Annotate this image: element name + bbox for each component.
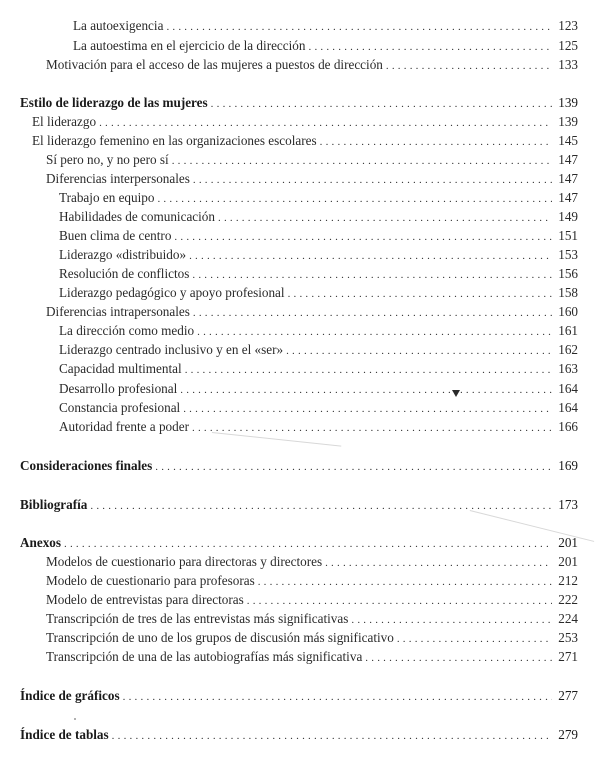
- toc-page-number: 149: [558, 209, 578, 224]
- toc-page-number: 133: [558, 57, 578, 72]
- toc-entry-constancia[interactable]: [59, 399, 578, 418]
- toc-page-number: 156: [558, 266, 578, 281]
- toc-entry-label: Trabajo en equipo: [59, 190, 155, 205]
- toc-page-number: 123: [558, 18, 578, 33]
- dot-leader: [123, 688, 552, 706]
- dot-leader: [157, 190, 552, 208]
- scan-artifact-dot: [74, 718, 76, 720]
- toc-entry-transc-grupos[interactable]: [46, 629, 578, 648]
- toc-entry-autoestima[interactable]: [73, 37, 578, 56]
- toc-entry-trabajo-equipo[interactable]: [59, 189, 578, 208]
- dot-leader: [286, 342, 552, 360]
- toc-entry-bibliografia[interactable]: [20, 496, 578, 515]
- dot-leader: [258, 573, 552, 591]
- toc-entry-desarrollo[interactable]: [59, 380, 578, 399]
- toc-entry-label: La dirección como medio: [59, 323, 195, 338]
- dot-leader: [351, 611, 552, 629]
- toc-entry-transc-entrevistas[interactable]: [46, 610, 578, 629]
- toc-entry-estilo[interactable]: [20, 94, 578, 113]
- toc-page-number: 212: [558, 573, 578, 588]
- toc-page-number: 139: [558, 114, 578, 129]
- toc-entry-label: Sí pero no, y no pero sí: [46, 152, 169, 167]
- toc-entry-label: Modelo de entrevistas para directoras: [46, 592, 244, 607]
- toc-page-number: 145: [558, 133, 578, 148]
- toc-entry-centrado-inclusivo[interactable]: [59, 341, 578, 360]
- toc-entry-autoridad[interactable]: [59, 418, 578, 437]
- toc-entry-label: La autoexigencia: [73, 18, 164, 33]
- dot-leader: [112, 727, 552, 745]
- toc-entry-label: Liderazgo «distribuido»: [59, 247, 187, 262]
- toc-entry-resolucion[interactable]: [59, 265, 578, 284]
- toc-entry-entrevistas[interactable]: [46, 591, 578, 610]
- toc-page-number: 224: [558, 611, 578, 626]
- dot-leader: [192, 419, 552, 437]
- toc-entry-indice-tablas[interactable]: [20, 726, 578, 745]
- toc-entry-label: Autoridad frente a poder: [59, 419, 189, 434]
- toc-page-number: 201: [558, 535, 578, 550]
- dot-leader: [325, 554, 552, 572]
- toc-page-number: 153: [558, 247, 578, 262]
- dot-leader: [386, 57, 552, 75]
- dot-leader: [197, 323, 552, 341]
- dot-leader: [155, 458, 552, 476]
- toc-entry-label: Modelo de cuestionario para profesoras: [46, 573, 255, 588]
- dot-leader: [247, 592, 552, 610]
- toc-entry-pedagogico[interactable]: [59, 284, 578, 303]
- toc-entry-label: Liderazgo centrado inclusivo y en el «ser»: [59, 342, 284, 357]
- toc-page-number: 201: [558, 554, 578, 569]
- toc-entry-label: Anexos: [20, 535, 62, 550]
- toc-entry-label: Constancia profesional: [59, 400, 181, 415]
- toc-entry-label: Transcripción de una de las autobiografías más significativa: [46, 649, 363, 664]
- toc-page-number: 166: [558, 419, 578, 434]
- dot-leader: [166, 18, 552, 36]
- toc-page-number: 151: [558, 228, 578, 243]
- toc-page-number: 173: [558, 497, 578, 512]
- toc-page-number: 164: [558, 400, 578, 415]
- dot-leader: [174, 228, 552, 246]
- toc-entry-indice-graficos[interactable]: [20, 687, 578, 706]
- dot-leader: [192, 266, 552, 284]
- toc-entry-distribuido[interactable]: [59, 246, 578, 265]
- dot-leader: [218, 209, 552, 227]
- toc-entry-liderazgo-femenino[interactable]: [32, 132, 578, 151]
- toc-page-number: 160: [558, 304, 578, 319]
- toc-entry-el-liderazgo[interactable]: [32, 113, 578, 132]
- toc-entry-label: Transcripción de uno de los grupos de discusión más significativo: [46, 630, 394, 645]
- dot-leader: [193, 171, 552, 189]
- dot-leader: [309, 38, 553, 56]
- dot-leader: [99, 114, 552, 132]
- scan-artifact-arrow: [452, 390, 460, 397]
- dot-leader: [64, 535, 552, 553]
- dot-leader: [180, 381, 552, 399]
- toc-entry-cuestionario-prof[interactable]: [46, 572, 578, 591]
- dot-leader: [320, 133, 552, 151]
- toc-entry-label: Estilo de liderazgo de las mujeres: [20, 95, 208, 110]
- dot-leader: [189, 247, 552, 265]
- toc-page-number: 147: [558, 190, 578, 205]
- toc-entry-label: El liderazgo femenino en las organizaciones escolares: [32, 133, 317, 148]
- toc-entry-autoexigencia[interactable]: [73, 17, 578, 36]
- toc-entry-dif-interpersonales[interactable]: [46, 170, 578, 189]
- toc-entry-label: Diferencias intrapersonales: [46, 304, 190, 319]
- toc-entry-label: Capacidad multimental: [59, 361, 182, 376]
- toc-entry-cuestionario-dir[interactable]: [46, 553, 578, 572]
- toc-entry-label: Diferencias interpersonales: [46, 171, 190, 186]
- toc-entry-direccion-medio[interactable]: [59, 322, 578, 341]
- toc-page-number: 158: [558, 285, 578, 300]
- dot-leader: [183, 400, 552, 418]
- toc-page-number: 271: [558, 649, 578, 664]
- toc-entry-label: Buen clima de centro: [59, 228, 172, 243]
- toc-entry-label: Habilidades de comunicación: [59, 209, 215, 224]
- toc-page-number: 147: [558, 171, 578, 186]
- dot-leader: [211, 95, 552, 113]
- toc-page-number: 147: [558, 152, 578, 167]
- toc-page-number: 253: [558, 630, 578, 645]
- toc-entry-label: Modelos de cuestionario para directoras y directores: [46, 554, 323, 569]
- toc-entry-label: Bibliografía: [20, 497, 88, 512]
- toc-page-number: 139: [558, 95, 578, 110]
- toc-entry-label: La autoestima en el ejercicio de la dirección: [73, 38, 306, 53]
- dot-leader: [288, 285, 552, 303]
- dot-leader: [193, 304, 552, 322]
- toc-entry-label: Transcripción de tres de las entrevistas más significativas: [46, 611, 349, 626]
- toc-entry-consideraciones[interactable]: [20, 457, 578, 476]
- toc-entry-motivacion[interactable]: [46, 56, 578, 75]
- toc-entry-label: Desarrollo profesional: [59, 381, 178, 396]
- toc-entry-label: Resolución de conflictos: [59, 266, 190, 281]
- toc-entry-label: Consideraciones finales: [20, 458, 153, 473]
- toc-entry-dif-intrapersonales[interactable]: [46, 303, 578, 322]
- toc-entry-label: Índice de tablas: [20, 727, 109, 742]
- dot-leader: [365, 649, 552, 667]
- toc-entry-buen-clima[interactable]: [59, 227, 578, 246]
- dot-leader: [172, 152, 552, 170]
- toc-page-number: 163: [558, 361, 578, 376]
- toc-entry-transc-autobio[interactable]: [46, 648, 578, 667]
- toc-page-number: 279: [558, 727, 578, 742]
- toc-entry-anexos[interactable]: [20, 534, 578, 553]
- toc-page-number: 169: [558, 458, 578, 473]
- toc-entry-si-pero-no[interactable]: [46, 151, 578, 170]
- toc-entry-multimental[interactable]: [59, 360, 578, 379]
- dot-leader: [397, 630, 552, 648]
- toc-page-number: 161: [558, 323, 578, 338]
- toc-page-number: 162: [558, 342, 578, 357]
- toc-page-number: 222: [558, 592, 578, 607]
- toc-page-number: 277: [558, 688, 578, 703]
- toc-entry-label: Índice de gráficos: [20, 688, 120, 703]
- toc-entry-label: Liderazgo pedagógico y apoyo profesional: [59, 285, 285, 300]
- toc-entry-habilidades[interactable]: [59, 208, 578, 227]
- toc-entry-label: El liderazgo: [32, 114, 97, 129]
- toc-page-number: 164: [558, 381, 578, 396]
- dot-leader: [185, 361, 552, 379]
- toc-entry-label: Motivación para el acceso de las mujeres a puestos de dirección: [46, 57, 383, 72]
- toc-page-number: 125: [558, 38, 578, 53]
